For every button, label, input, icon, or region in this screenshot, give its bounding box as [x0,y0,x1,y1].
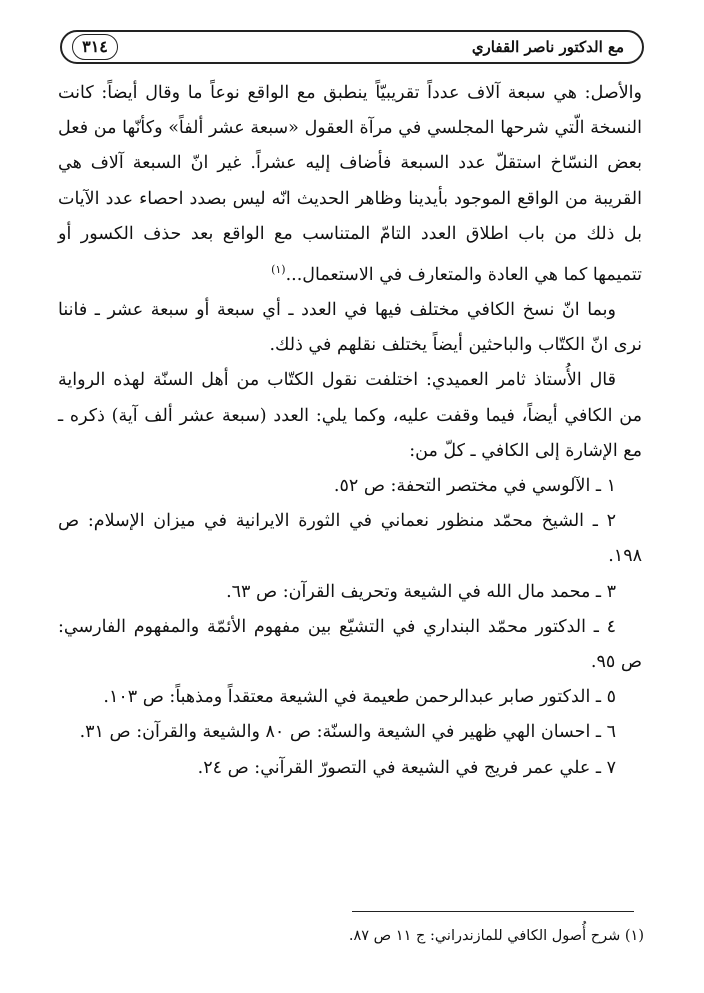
running-title: مع الدكتور ناصر القفاري [471,38,624,56]
reference-list-item: ١ ـ الآلوسي في مختصر التحفة: ص ٥٢. [333,476,616,497]
footnote-divider [352,911,634,912]
footnote: (١) شرح أُصول الكافي للمازندراني: ج ١١ ص ٨٧. [348,928,644,944]
paragraph: قال الأُستاذ ثامر العميدي: اختلفت نقول الكتّاب من أهل السنّة لهذه الرواية من الكافي أيضاً، فيما وقفت عليه، وكما يلي: العدد (سبعة عشر ألف آية) ذكره ـ مع الإشارة إلى الكافي ـ كلّ من: [58,370,642,461]
reference-list-item: ٢ ـ الشيخ محمّد منظور نعماني في الثورة الايرانية في ميزان الإسلام: ص ١٩٨. [58,511,642,567]
paragraph [58,76,642,293]
paragraph-text: والأصل: هي سبعة آلاف عدداً تقريبيّاً ينطبق مع الواقع نوعاً ما وقال أيضاً: كانت النسخة الّتي شرحها المجلسي في مرآة العقول «سبعة عشر ألفاً» وكأنّها من فعل بعض النسّاخ استقلّ عدد السبعة فأضاف إليه عشراً. غير انّ السبعة آلاف هي القريبة من الواقع الموجود بأيدينا وظاهر الحديث انّه ليس بصدد احصاء عدد الآيات بل ذلك من باب اطلاق العدد التامّ المتناسب مع الواقع بعد حذف الكسور أو تتميمها كما هي العادة والمتعارف في الاستعمال... [58,83,642,285]
page-number: ٣١٤ [72,34,118,60]
footnote-reference: (١) [271,263,286,277]
page-header [60,30,644,64]
reference-list-item: ٣ ـ محمد مال الله في الشيعة وتحريف القرآن: ص ٦٣. [226,581,616,602]
paragraph: وبما انّ نسخ الكافي مختلف فيها في العدد ـ أي سبعة أو سبعة عشر ـ فاننا نرى انّ الكتّاب والباحثين أيضاً يختلف نقلهم في ذلك. [58,300,642,356]
reference-list-item: ٧ ـ علي عمر فريج في الشيعة في التصورّ القرآني: ص ٢٤. [197,757,616,778]
reference-list-item: ٤ ـ الدكتور محمّد البنداري في التشيّع بين مفهوم الأئمّة والمفهوم الفارسي: ص ٩٥. [58,616,642,673]
main-text [58,76,642,786]
reference-list-item: ٦ ـ احسان الهي ظهير في الشيعة والسنّة: ص ٨٠ والشيعة والقرآن: ص ٣١. [79,722,616,743]
reference-list-item: ٥ ـ الدكتور صابر عبدالرحمن طعيمة في الشيعة معتقداً ومذهباً: ص ١٠٣. [103,687,616,708]
